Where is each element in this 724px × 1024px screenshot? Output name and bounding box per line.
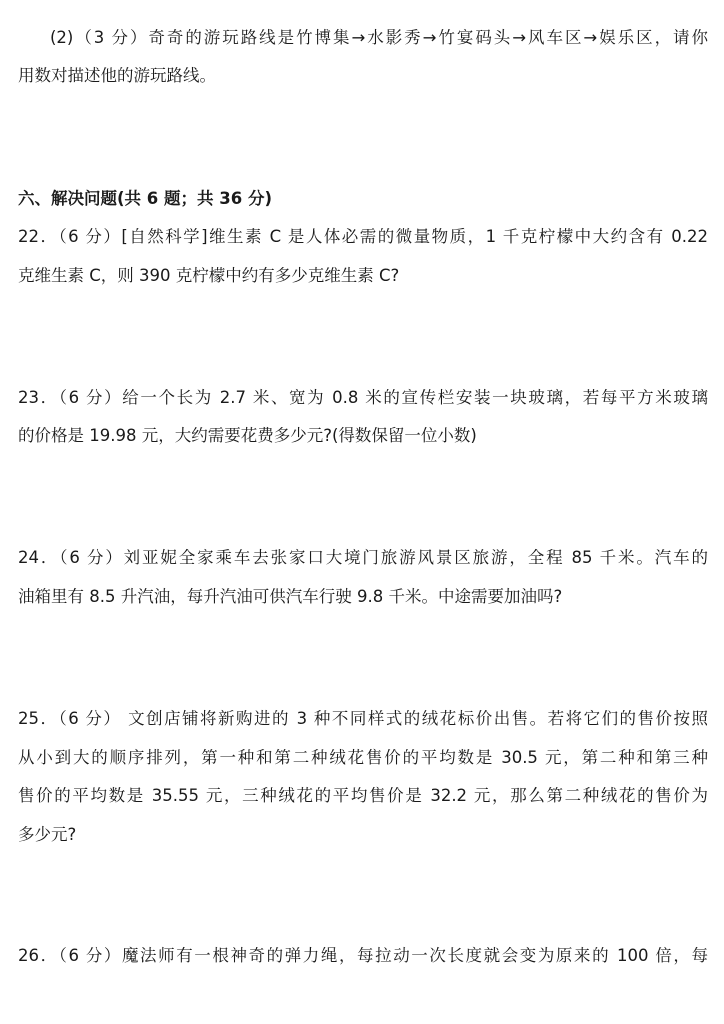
question-24-line-1: 24．（6 分）刘亚妮全家乘车去张家口大境门旅游风景区旅游，全程 85 千米。汽车的 (18, 548, 708, 567)
sub-question-2-line-2: 用数对描述他的游玩路线。 (18, 66, 216, 85)
question-24-line-2: 油箱里有 8.5 升汽油，每升汽油可供汽车行驶 9.8 千米。中途需要加油吗? (18, 587, 563, 606)
question-22-line-2: 克维生素 C，则 390 克柠檬中约有多少克维生素 C? (18, 266, 400, 285)
question-25-line-1: 25．（6 分） 文创店铺将新购进的 3 种不同样式的绒花标价出售。若将它们的售价按照 (18, 709, 708, 728)
question-22-line-1: 22．（6 分）[自然科学]维生素 C 是人体必需的微量物质，1 千克柠檬中大约含有 0.22 (18, 227, 708, 246)
sub-question-2-line-1: (2)（3 分）奇奇的游玩路线是竹博集→水影秀→竹宴码头→风车区→娱乐区，请你 (50, 28, 708, 47)
question-26-line-1: 26．（6 分）魔法师有一根神奇的弹力绳，每拉动一次长度就会变为原来的 100 倍，每 (18, 946, 708, 965)
question-23-line-1: 23．（6 分）给一个长为 2.7 米、宽为 0.8 米的宣传栏安装一块玻璃，若每平方米玻璃 (18, 388, 708, 407)
question-25-line-2: 从小到大的顺序排列，第一种和第二种绒花售价的平均数是 30.5 元，第二种和第三种 (18, 748, 708, 767)
question-25-line-3: 售价的平均数是 35.55 元，三种绒花的平均售价是 32.2 元，那么第二种绒花的售价为 (18, 786, 708, 805)
question-23-line-2: 的价格是 19.98 元，大约需要花费多少元?(得数保留一位小数) (18, 426, 477, 445)
question-25-line-4: 多少元? (18, 825, 77, 844)
section-heading: 六、解决问题(共 6 题；共 36 分) (18, 189, 273, 208)
